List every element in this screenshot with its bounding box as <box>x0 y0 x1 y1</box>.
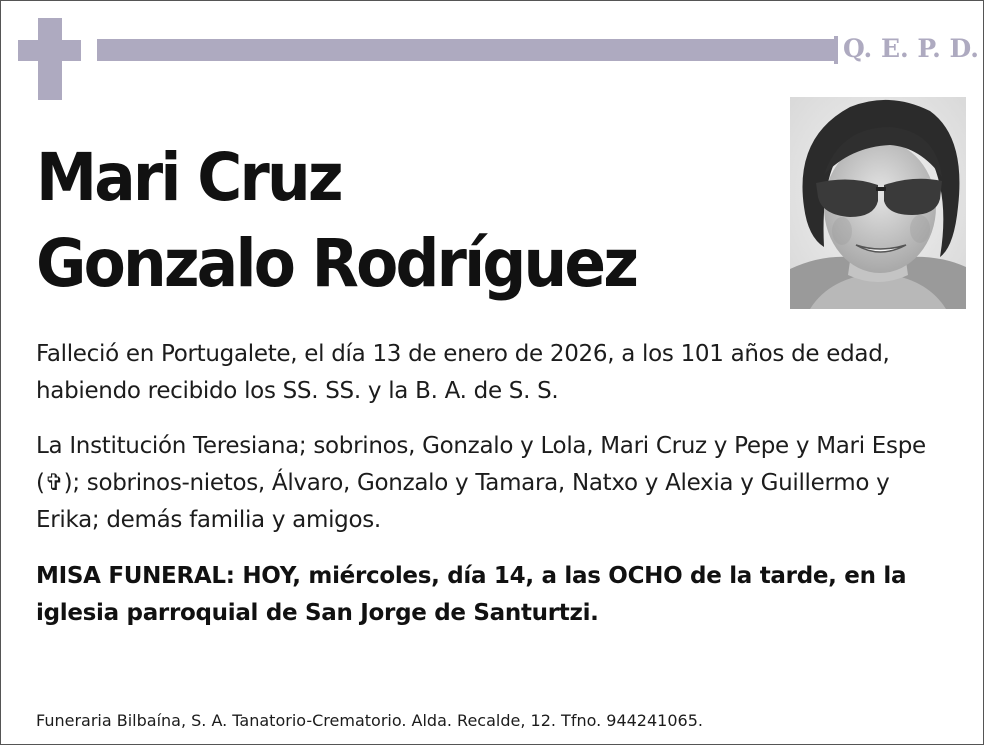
funeral-home-footer: Funeraria Bilbaína, S. A. Tanatorio-Crematorio. Alda. Recalde, 12. Tfno. 944241065. <box>36 711 703 730</box>
cross-horizontal-bar <box>18 40 81 61</box>
death-notice-text: Falleció en Portugalete, el día 13 de enero de 2026, a los 101 años de edad, habiendo recibido los SS. SS. y la B. A. de S. S. <box>36 341 890 404</box>
deceased-name <box>36 135 636 307</box>
portrait-photo-icon <box>790 97 966 309</box>
header-rule <box>97 39 837 61</box>
name-line-2: Gonzalo Rodríguez <box>36 225 637 302</box>
name-line-1: Mari Cruz <box>36 139 341 216</box>
deceased-photo <box>790 97 966 309</box>
qepd-label: Q. E. P. D. <box>843 34 979 63</box>
mourners-text: La Institución Teresiana; sobrinos, Gonzalo y Lola, Mari Cruz y Pepe y Mari Espe (✞); sobrinos-nietos, Álvaro, Gonzalo y Tamara, Natxo y Alexia y Guillermo y Erika; demás familia y amigos. <box>36 433 926 533</box>
header-rule-cap <box>834 36 838 64</box>
funeral-mass-text: MISA FUNERAL: HOY, miércoles, día 14, a las OCHO de la tarde, en la iglesia parroquial de San Jorge de Santurtzi. <box>36 563 907 626</box>
